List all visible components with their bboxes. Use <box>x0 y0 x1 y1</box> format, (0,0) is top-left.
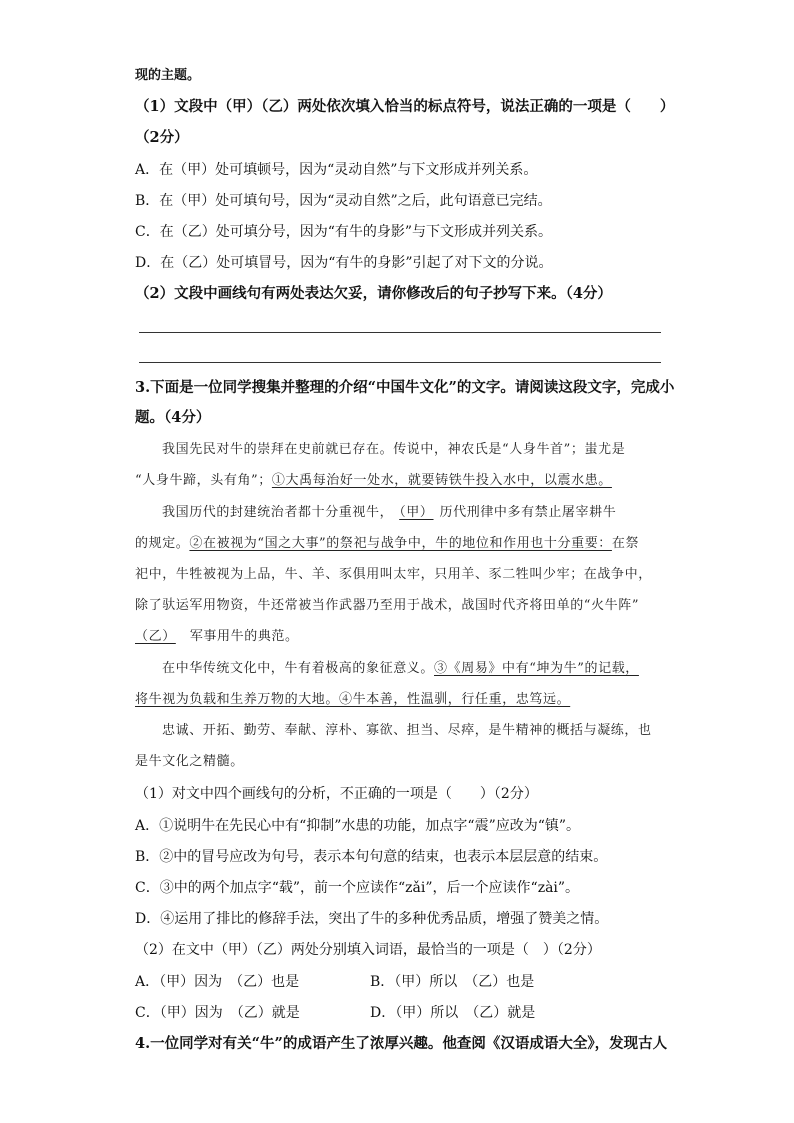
q3-stem-cont: 题。（4分） <box>135 409 211 426</box>
q3-2-option-a: A．（甲）因为 （乙）也是 <box>135 974 300 990</box>
answer-line-2[interactable] <box>139 362 661 363</box>
passage-text: “人身牛蹄，头有角”； <box>135 473 272 488</box>
blank-yi: （乙） <box>135 629 176 644</box>
passage-p1-line2 <box>135 471 612 491</box>
passage-p2-line3: 祀中，牛牲被视为上品，牛、羊、豕俱用叫太牢，只用羊、豕二牲叫少牢；在战争中， <box>135 567 652 582</box>
underlined-sentence-3: ③《周易》中有“坤为牛”的记载， <box>434 661 639 676</box>
q2-1-option-a: A．在（甲）处可填顿号，因为“灵动自然”与下文形成并列关系。 <box>135 162 538 178</box>
q2-tail-text: 现的主题。 <box>135 68 201 83</box>
passage-p3-line1 <box>162 659 639 679</box>
q3-2-option-c: C．（甲）因为 （乙）就是 <box>135 1005 300 1021</box>
passage-p2-line1 <box>162 503 616 523</box>
passage-text: 军事用牛的典范。 <box>189 629 299 644</box>
q2-1-option-b: B．在（甲）处可填句号，因为“灵动自然”之后，此句语意已完结。 <box>135 193 552 209</box>
q3-2-stem: （2）在文中（甲）（乙）两处分别填入词语，最恰当的一项是（ ）（2分） <box>135 942 601 958</box>
passage-text: 在祭 <box>611 536 640 551</box>
q3-1-option-d: D．④运用了排比的修辞手法，突出了牛的多种优秀品质，增强了赞美之情。 <box>135 911 609 927</box>
passage-p4-line2: 是牛文化之精髓。 <box>135 754 244 769</box>
underlined-sentence-4: 将牛视为负载和生养万物的大地。④牛本善，性温驯，行任重，忠笃远。 <box>135 692 571 707</box>
passage-text: 历代刑律中多有禁止屠宰耕牛 <box>439 505 617 520</box>
passage-text: 的规定。 <box>135 536 190 551</box>
underlined-sentence-2: ②在被视为“国之大事”的祭祀与战争中，牛的地位和作用也十分重要： <box>189 536 612 551</box>
q3-2-option-b: B．（甲）所以 （乙）也是 <box>370 974 535 990</box>
passage-text: 我国历代的封建统治者都十分重视牛， <box>162 505 394 520</box>
q3-1-option-c: C．③中的两个加点字“载”，前一个应读作“zǎi”，后一个应读作“zài”。 <box>135 880 580 896</box>
q3-stem: 3.下面是一位同学搜集并整理的介绍“中国牛文化”的文字。请阅读这段文字，完成小 <box>135 379 675 396</box>
q3-1-option-b: B．②中的冒号应改为句号，表示本句句意的结束，也表示本层层意的结束。 <box>135 849 608 865</box>
q2-1-score: （2分） <box>135 129 189 146</box>
underlined-sentence-1: ①大禹每治好一处水，就要铸铁牛投入水中，以震水患。 <box>271 473 612 488</box>
passage-p4-line1: 忠诚、开拓、勤劳、奉献、淳朴、寡欲、担当、尽瘁，是牛精神的概括与凝练，也 <box>162 723 652 738</box>
passage-p1-line1: 我国先民对牛的崇拜在史前就已存在。传说中，神农氏是“人身牛首”；蚩尤是 <box>162 442 626 457</box>
q2-1-option-c: C．在（乙）处可填分号，因为“有牛的身影”与下文形成并列关系。 <box>135 224 553 240</box>
passage-p3-line2 <box>135 690 570 710</box>
passage-p2-line5 <box>135 627 299 647</box>
q4-stem: 4.一位同学对有关“牛”的成语产生了浓厚兴趣。他查阅《汉语成语大全》，发现古人 <box>135 1035 668 1052</box>
q3-1-option-a: A．①说明牛在先民心中有“抑制”水患的功能，加点字“震”应改为“镇”。 <box>135 818 581 834</box>
q2-1-stem: （1）文段中（甲）（乙）两处依次填入恰当的标点符号，说法正确的一项是（ ） <box>135 98 675 115</box>
q2-2-stem: （2）文段中画线句有两处表达欠妥，请你修改后的句子抄写下来。（4分） <box>135 285 612 302</box>
blank-jia: （甲） <box>399 505 434 520</box>
answer-line-1[interactable] <box>139 332 661 333</box>
passage-p2-line2 <box>135 534 639 554</box>
passage-text: 在中华传统文化中，牛有着极高的象征意义。 <box>162 661 435 676</box>
passage-p2-line4: 除了驮运军用物资，牛还常被当作武器乃至用于战术，战国时代齐将田单的“火牛阵” <box>135 598 640 613</box>
q3-2-option-d: D．（甲）所以 （乙）就是 <box>370 1005 536 1021</box>
q2-1-option-d: D．在（乙）处可填冒号，因为“有牛的身影”引起了对下文的分说。 <box>135 255 553 271</box>
q3-1-stem: （1）对文中四个画线句的分析，不正确的一项是（ ）（2分） <box>135 786 538 802</box>
